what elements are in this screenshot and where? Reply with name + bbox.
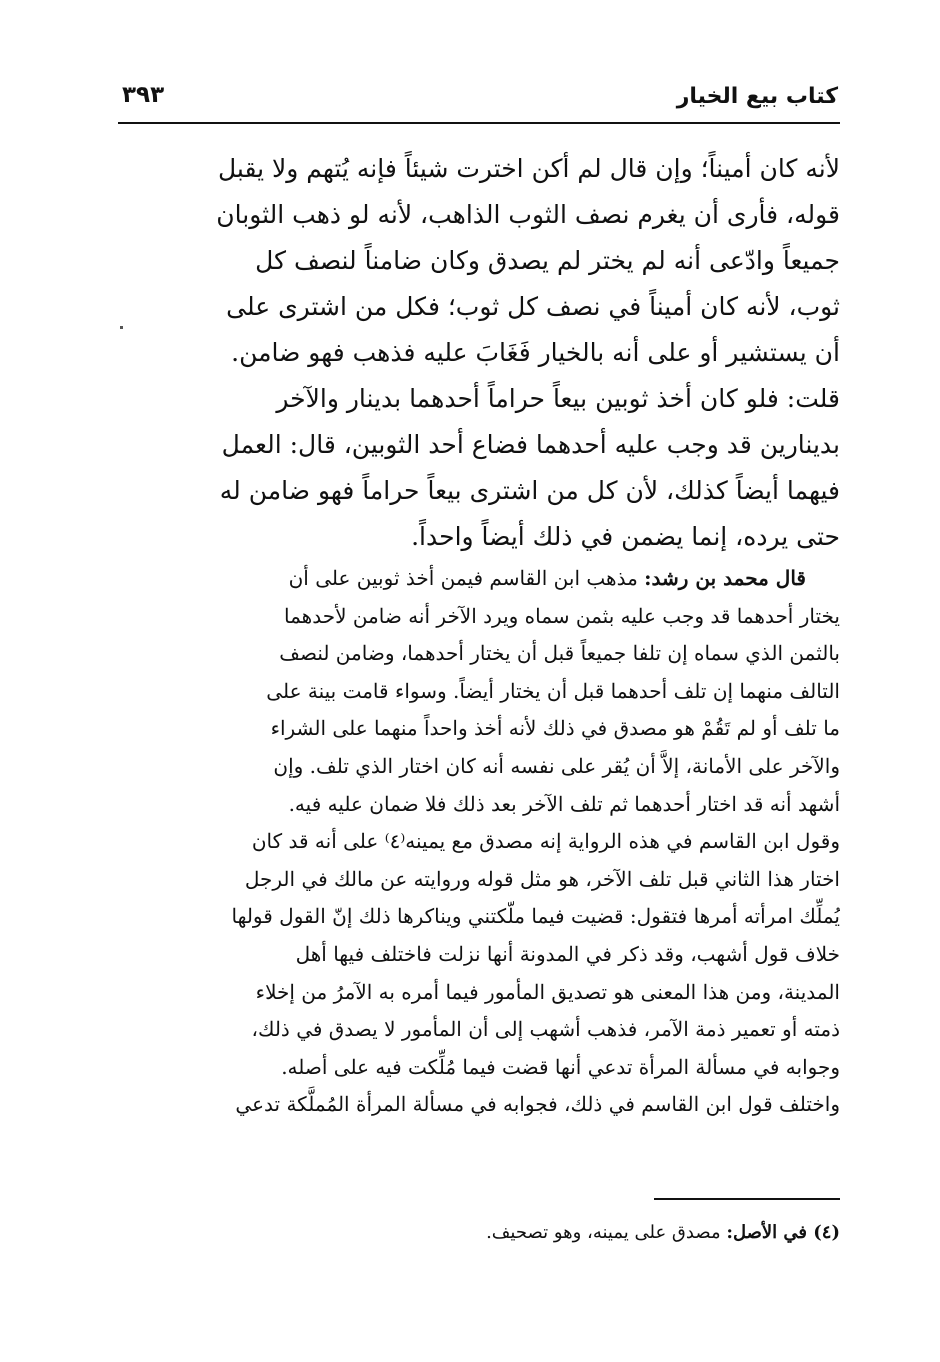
main-line: لأنه كان أميناً؛ وإن قال لم أكن اخترت شيئاً فإنه يُتهم ولا يقبل	[217, 154, 840, 183]
header-rule	[118, 122, 840, 124]
commentary-first-line-text: مذهب ابن القاسم فيمن أخذ ثوبين على أن	[288, 566, 645, 590]
margin-speck	[120, 326, 123, 329]
commentary-first-line	[128, 560, 840, 598]
commentary-line: ما تلف أو لم تَقُمْ هو مصدق في ذلك لأنه أخذ واحداً منهما على الشراء	[270, 716, 840, 741]
commentary-line: خلاف قول أشهب، وقد ذكر في المدونة أنها نزلت فاختلف فيها أهل	[295, 941, 840, 966]
commentary-line: اختار هذا الثاني قبل تلف الآخر، هو مثل قوله وروايته عن مالك في الرجل	[244, 866, 840, 891]
main-line: قوله، فأرى أن يغرم نصف الثوب الذاهب، لأنه لو ذهب الثوبان	[216, 200, 840, 229]
commentary-lead: قال محمد بن رشد:	[644, 566, 806, 590]
main-line: فيهما أيضاً كذلك، لأن كل من اشترى بيعاً حراماً فهو ضامن له	[219, 476, 840, 505]
main-line: أن يستشير أو على أنه بالخيار فَغَابَ عليه فذهب فهو ضامن.	[231, 338, 840, 367]
main-line: جميعاً وادّعى أنه لم يختر لم يصدق وكان ضامناً لنصف كل	[255, 246, 840, 275]
commentary-line: وجوابه في مسألة المرأة تدعي أنها قضت فيما مُلِّكت فيه على أصله.	[281, 1054, 840, 1079]
commentary-line: وقول ابن القاسم في هذه الرواية إنه مصدق مع يمينه⁽٤⁾ على أنه قد كان	[251, 829, 840, 854]
page-header	[118, 74, 840, 118]
footnote	[128, 1218, 840, 1248]
main-line: ثوب، لأنه كان أميناً في نصف كل ثوب؛ فكل من اشترى على	[226, 292, 840, 321]
commentary-text	[128, 560, 840, 1124]
commentary-line: والآخر على الأمانة، إلاَّ أن يُقر على نفسه أنه كان اختار الذي تلف. وإن	[273, 753, 840, 778]
commentary-line: واختلف قول ابن القاسم في ذلك، فجوابه في مسألة المرأة المُملَّكة تدعي	[235, 1092, 840, 1117]
main-line: حتى يرده، إنما يضمن في ذلك أيضاً واحداً.	[411, 522, 840, 551]
commentary-line: يُملِّك امرأته أمرها فتقول: قضيت فيما ملّكتني ويناكرها ذلك إنّ القول قولها	[231, 904, 840, 929]
running-title: كتاب بيع الخيار	[676, 84, 838, 109]
main-line: قلت: فلو كان أخذ ثوبين بيعاً حراماً أحدهما بدينار والآخر	[276, 384, 840, 413]
main-text	[128, 146, 840, 560]
page-number: ٣٩٣	[122, 82, 165, 108]
footnote-rule	[654, 1198, 840, 1200]
footnote-text: مصدق على يمينه، وهو تصحيف.	[486, 1222, 727, 1243]
footnote-label: (٤) في الأصل:	[726, 1222, 840, 1243]
commentary-line: يختار أحدهما قد وجب عليه بثمن سماه ويرد الآخر أنه ضامن لأحدهما	[284, 603, 840, 628]
main-line: بدينارين قد وجب عليه أحدهما فضاع أحد الثوبين، قال: العمل	[221, 430, 840, 459]
commentary-line: ذمته أو تعمير ذمة الآمر، فذهب أشهب إلى أن المأمور لا يصدق في ذلك،	[251, 1017, 840, 1042]
commentary-line: بالثمن الذي سماه إن تلفا جميعاً قبل أن يختار أحدهما، وضامن لنصف	[279, 641, 840, 666]
commentary-line: المدينة، ومن هذا المعنى هو تصديق المأمور فيما أمره به الآمرُ من إخلاء	[255, 979, 840, 1004]
commentary-line: التالف منهما إن تلف أحدهما قبل أن يختار أيضاً. وسواء قامت بينة على	[266, 678, 840, 703]
commentary-line: أشهد أنه قد اختار أحدهما ثم تلف الآخر بعد ذلك فلا ضمان عليه فيه.	[288, 791, 840, 816]
